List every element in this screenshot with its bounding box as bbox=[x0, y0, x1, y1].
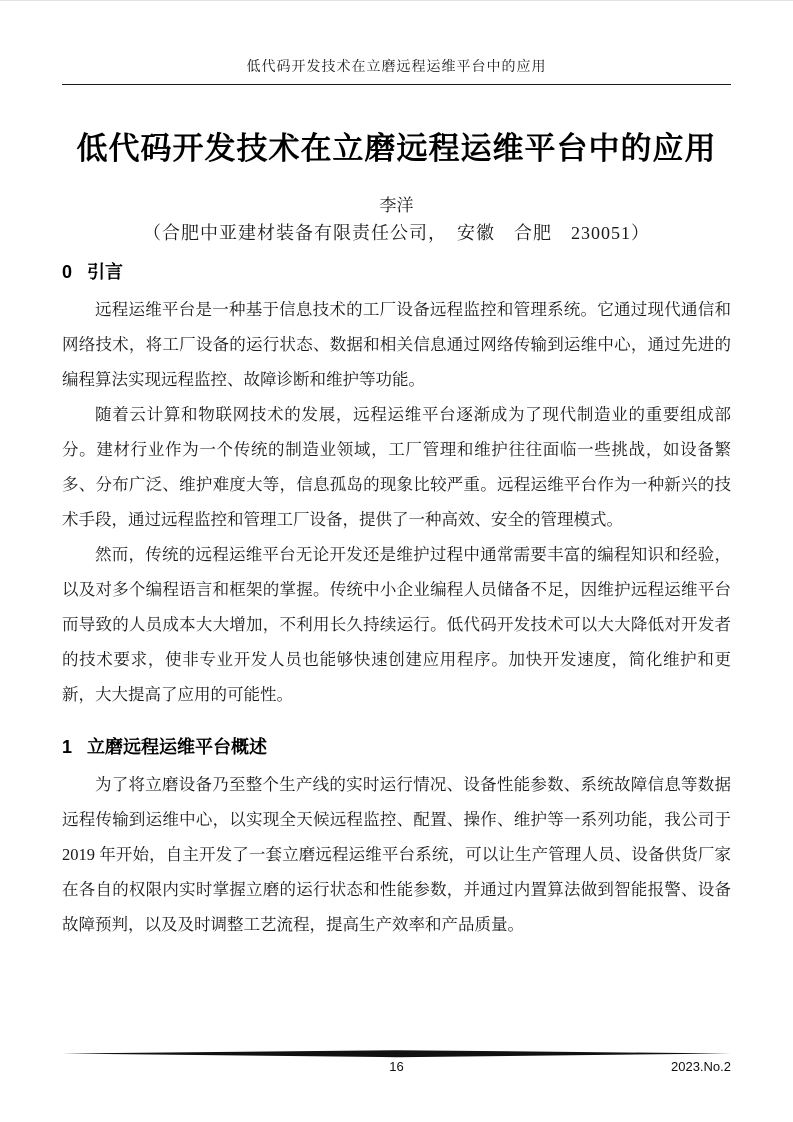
issue-label: 2023.No.2 bbox=[671, 1059, 731, 1074]
author-affiliation: （合肥中亚建材装备有限责任公司， 安徽 合肥 230051） bbox=[143, 223, 650, 243]
paragraph: 随着云计算和物联网技术的发展，远程运维平台逐渐成为了现代制造业的重要组成部分。建材行业作为一个传统的制造业领域，工厂管理和维护往往面临一些挑战，如设备繁多、分布广泛、维护难度大等，信息孤岛的现象比较严重。远程运维平台作为一种新兴的技术手段，通过远程监控和管理工厂设备，提供了一种高效、安全的管理模式。 bbox=[62, 405, 731, 529]
section-heading-0 bbox=[62, 259, 731, 285]
page-number: 16 bbox=[389, 1059, 404, 1074]
section-number: 0 bbox=[62, 262, 73, 282]
article-title: 低代码开发技术在立磨远程运维平台中的应用 bbox=[76, 131, 717, 166]
section-heading-1 bbox=[62, 734, 731, 760]
paragraph: 为了将立磨设备乃至整个生产线的实时运行情况、设备性能参数、系统故障信息等数据远程传输到运维中心，以实现全天候远程监控、配置、操作、维护等一系列功能，我公司于 2019 年开始，自主开发了一套立磨远程运维平台系统，可以让生产管理人员、设备供货厂家在各自的权限内实时掌握立磨的运行状态和性能参数，并通过内置算法做到智能报警、设备故障预判，以及及时调整工艺流程，提高生产效率和产品质量。 bbox=[62, 775, 731, 934]
page-footer bbox=[62, 1058, 731, 1076]
section-title: 引言 bbox=[87, 262, 124, 282]
paragraph: 远程运维平台是一种基于信息技术的工厂设备远程监控和管理系统。它通过现代通信和网络技术，将工厂设备的运行状态、数据和相关信息通过网络传输到运维中心，通过先进的编程算法实现远程监控、故障诊断和维护等功能。 bbox=[62, 300, 731, 389]
section-title: 立磨远程运维平台概述 bbox=[87, 737, 268, 757]
header-rule bbox=[62, 84, 731, 85]
paragraph: 然而，传统的远程运维平台无论开发还是维护过程中通常需要丰富的编程知识和经验，以及对多个编程语言和框架的掌握。传统中小企业编程人员储备不足，因维护远程运维平台而导致的人员成本大大增加，不利用长久持续运行。低代码开发技术可以大大降低对开发者的技术要求，使非专业开发人员也能够快速创建应用程序。加快开发速度，简化维护和更新，大大提高了应用的可能性。 bbox=[62, 545, 731, 704]
running-header: 低代码开发技术在立磨远程运维平台中的应用 bbox=[246, 60, 547, 75]
section-number: 1 bbox=[62, 737, 73, 757]
footer-decorative-rule bbox=[62, 1050, 731, 1058]
author-name: 李洋 bbox=[379, 196, 414, 215]
